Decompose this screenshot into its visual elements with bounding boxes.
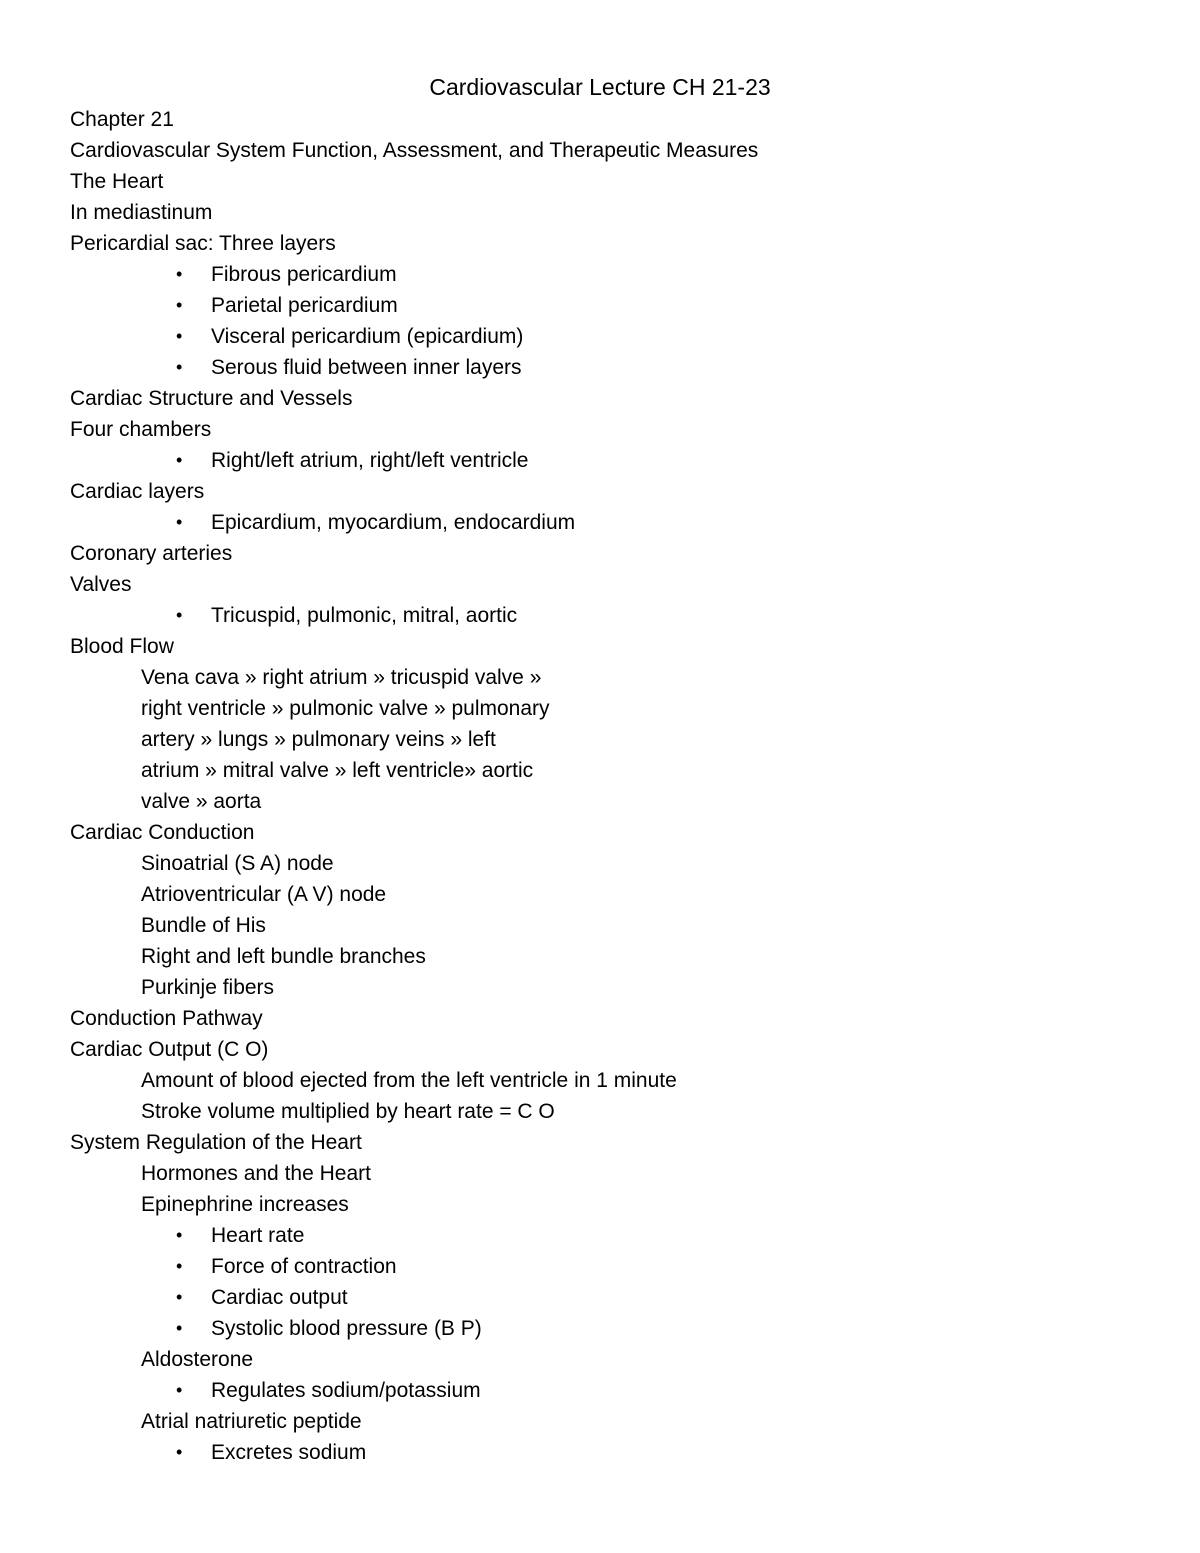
line-text: Sinoatrial (S A) node <box>141 852 334 875</box>
bullet-icon: • <box>176 1380 183 1400</box>
heading-line <box>0 414 1200 445</box>
line-text: Systolic blood pressure (B P) <box>211 1317 482 1340</box>
bullet-icon: • <box>176 512 183 532</box>
line-text: atrium » mitral valve » left ventricle» aortic <box>141 759 534 782</box>
line-text: Amount of blood ejected from the left ventricle in 1 minute <box>141 1069 677 1092</box>
line-text: Conduction Pathway <box>70 1007 263 1030</box>
line-text: Valves <box>70 573 132 596</box>
line-text: Pericardial sac: Three layers <box>70 232 336 255</box>
line-text: Hormones and the Heart <box>141 1162 371 1185</box>
bullet-item <box>0 321 1200 352</box>
line-text: Purkinje fibers <box>141 976 275 999</box>
line-text: Four chambers <box>70 418 212 441</box>
bullet-icon: • <box>176 605 183 625</box>
line-text: Force of contraction <box>211 1255 397 1278</box>
line-text: Blood Flow <box>70 635 174 658</box>
heading-line <box>0 1127 1200 1158</box>
heading-line <box>0 538 1200 569</box>
line-text: Right and left bundle branches <box>141 945 426 968</box>
indented-line <box>0 1344 1200 1375</box>
heading-line <box>0 631 1200 662</box>
bullet-icon: • <box>176 326 183 346</box>
line-text: Cardiac layers <box>70 480 205 503</box>
line-text: Excretes sodium <box>211 1441 367 1464</box>
indented-line <box>0 662 1200 693</box>
heading-line <box>0 383 1200 414</box>
indented-line <box>0 972 1200 1003</box>
heading-line <box>0 569 1200 600</box>
bullet-item <box>0 1375 1200 1406</box>
bullet-icon: • <box>176 1442 183 1462</box>
line-text: Atrial natriuretic peptide <box>141 1410 362 1433</box>
line-text: Cardiac Structure and Vessels <box>70 387 353 410</box>
line-text: Cardiac output <box>211 1286 348 1309</box>
heading-line <box>0 197 1200 228</box>
page-title: Cardiovascular Lecture CH 21-23 <box>429 74 771 100</box>
indented-line <box>0 1065 1200 1096</box>
line-text: Chapter 21 <box>70 108 174 131</box>
line-text: Atrioventricular (A V) node <box>141 883 387 906</box>
line-text: Parietal pericardium <box>211 294 398 317</box>
bullet-item <box>0 290 1200 321</box>
line-text: Regulates sodium/potassium <box>211 1379 481 1402</box>
document-body <box>0 104 1200 1468</box>
line-text: Aldosterone <box>141 1348 254 1371</box>
heading-line <box>0 104 1200 135</box>
indented-line <box>0 786 1200 817</box>
line-text: Stroke volume multiplied by heart rate = C O <box>141 1100 555 1123</box>
line-text: Bundle of His <box>141 914 266 937</box>
bullet-item <box>0 259 1200 290</box>
indented-line <box>0 724 1200 755</box>
bullet-item <box>0 352 1200 383</box>
bullet-icon: • <box>176 1287 183 1307</box>
bullet-item <box>0 1251 1200 1282</box>
heading-line <box>0 166 1200 197</box>
indented-line <box>0 1406 1200 1437</box>
heading-line <box>0 228 1200 259</box>
line-text: Tricuspid, pulmonic, mitral, aortic <box>211 604 518 627</box>
line-text: Serous fluid between inner layers <box>211 356 522 379</box>
line-text: valve » aorta <box>141 790 262 813</box>
line-text: Heart rate <box>211 1224 305 1247</box>
line-text: Right/left atrium, right/left ventricle <box>211 449 529 472</box>
heading-line <box>0 476 1200 507</box>
indented-line <box>0 755 1200 786</box>
bullet-icon: • <box>176 1225 183 1245</box>
line-text: Fibrous pericardium <box>211 263 397 286</box>
bullet-icon: • <box>176 295 183 315</box>
line-text: Cardiovascular System Function, Assessment, and Therapeutic Measures <box>70 139 759 162</box>
indented-line <box>0 1096 1200 1127</box>
heading-line <box>0 1003 1200 1034</box>
bullet-item <box>0 600 1200 631</box>
indented-line <box>0 693 1200 724</box>
bullet-icon: • <box>176 357 183 377</box>
line-text: artery » lungs » pulmonary veins » left <box>141 728 496 751</box>
bullet-icon: • <box>176 1318 183 1338</box>
bullet-icon: • <box>176 264 183 284</box>
indented-line <box>0 910 1200 941</box>
bullet-icon: • <box>176 1256 183 1276</box>
line-text: In mediastinum <box>70 201 213 224</box>
indented-line <box>0 1189 1200 1220</box>
bullet-item <box>0 445 1200 476</box>
indented-line <box>0 879 1200 910</box>
line-text: Visceral pericardium (epicardium) <box>211 325 524 348</box>
line-text: Cardiac Output (C O) <box>70 1038 269 1061</box>
bullet-item <box>0 1220 1200 1251</box>
heading-line <box>0 135 1200 166</box>
bullet-item <box>0 507 1200 538</box>
bullet-item <box>0 1313 1200 1344</box>
line-text: right ventricle » pulmonic valve » pulmonary <box>141 697 550 720</box>
heading-line <box>0 817 1200 848</box>
indented-line <box>0 1158 1200 1189</box>
line-text: Vena cava » right atrium » tricuspid valve » <box>141 666 542 689</box>
bullet-item <box>0 1437 1200 1468</box>
line-text: Epinephrine increases <box>141 1193 349 1216</box>
heading-line <box>0 1034 1200 1065</box>
line-text: Epicardium, myocardium, endocardium <box>211 511 576 534</box>
line-text: System Regulation of the Heart <box>70 1131 362 1154</box>
bullet-item <box>0 1282 1200 1313</box>
line-text: Coronary arteries <box>70 542 233 565</box>
bullet-icon: • <box>176 450 183 470</box>
line-text: The Heart <box>70 170 164 193</box>
indented-line <box>0 941 1200 972</box>
indented-line <box>0 848 1200 879</box>
line-text: Cardiac Conduction <box>70 821 255 844</box>
